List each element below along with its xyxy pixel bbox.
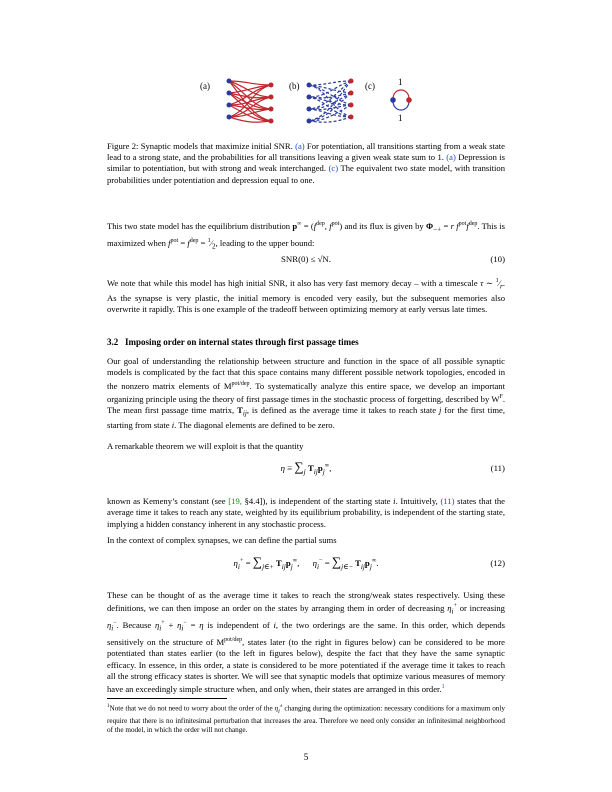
panel-label-c: (c) [365, 81, 375, 91]
paragraph-goal: Our goal of understanding the relationship between structure and function in the space of all possible synaptic models is complicated by the fact that this space contains many different possible network topologies, encoded in the nonzero matrix elements of $M^{pot/dep}$. To systematically analyze this entire space, we develop an important organizing principle using the theory of first passage times in the stochastic process of forgetting, described by $W^F$. The mean first passage time matrix, $T_{ij}$, is defined as the average time it takes to reach state j for the first time, starting from state i. The diagonal elements are defined to be zero. [107, 356, 505, 430]
caption-text-b: Depression is similar to potentiation, but with strong and weak interchanged. [107, 152, 505, 174]
panel-a-diagram [223, 75, 283, 131]
equation-11-number: (11) [490, 463, 505, 473]
equation-11 [107, 459, 505, 487]
page-number: 5 [303, 752, 309, 762]
panel-c-diagram [385, 75, 421, 131]
panel-b-diagram [303, 75, 363, 131]
figure-2 [195, 75, 425, 131]
caption-ref-a[interactable]: (a) [295, 141, 305, 151]
paragraph-equilibrium: This two state model has the equilibrium distribution $p^\infty = (f^{dep}$, $f^{pot}$) and its flux is given by $\Phi_{-+} = r$ $f^{pot}f^{dep}$. This is maximized when $f^{pot} = f^{dep}$ = $^1⁄_2$, leading to the upper bound: [107, 220, 505, 251]
equation-10-number: (10) [490, 254, 505, 264]
panel-c-label-bottom: 1 [398, 113, 403, 123]
paragraph-tradeoff: We note that while this model has high initial SNR, it also has very fast memory decay – with a timescale τ ∼ $^1⁄_r$. As the synapse is very plastic, the initial memory is encoded very easily, but the subsequent memories also overwrite it rapidly. This is one example of the tradeoff between optimizing memory at early versus late times. [107, 277, 505, 315]
panel-label-b: (b) [289, 81, 300, 91]
caption-lead: Figure 2: Synaptic models that maximize initial SNR. [107, 141, 293, 151]
equation-11-body: $\eta \equiv \sum_j$ $T_{ij}p_j^\infty$, [280, 459, 332, 476]
footnote-rule [107, 698, 227, 699]
paragraph-context: In the context of complex synapses, we can define the partial sums [107, 535, 337, 545]
caption-ref-c[interactable]: (c) [328, 163, 339, 174]
figure-caption [107, 141, 505, 186]
equation-ref-11[interactable]: (11) [440, 496, 455, 506]
footnote-marker[interactable]: 1 [441, 684, 445, 691]
equation-10-body: SNR(0) ≤ √N. [281, 254, 331, 264]
section-heading: 3.2 Imposing order on internal states through first passage times [107, 337, 359, 347]
panel-c-label-top: 1 [398, 77, 403, 87]
footnote: $^1$Note that we do not need to worry about the order of the $\eta_i^\pm$ changing during the optimization: necessary conditions for a maximum only require that there is no infinitesimal perturbation that increases the area. Therefore we need only consider an infinitesimal neighborhood of the model, in which the order will not change. [107, 704, 505, 735]
equation-12 [107, 554, 505, 582]
paragraph-kemeny: known as Kemeny’s constant (see [19, §4.4]), is independent of the starting state i. Intuitively, (11) states that the average time it takes to reach any state, weighted by its equilibrium probability, is independent of the starting state, implying a hidden constancy inherent in any stochastic process. [107, 496, 505, 529]
paragraph-order: These can be thought of as the average time it takes to reach the strong/weak states respectively. Using these definitions, we can then impose an order on the states by arranging them in order of decreasing $\eta_i^+$ or increasing $\eta_i^-$. Because $\eta_i^+ + \eta_i^- = \eta$ is independent of i, the two orderings are the same. In this order, which depends sensitively on the structure of $M^{pot/dep}$, states later (to the right in figures below) can be considered to be more potentiated than states earlier (to the left in figures below), despite the fact that they have the same synaptic efficacy. In essence, in this order, a state is considered to be more potentiated if the average time it takes to reach all the strong efficacy states is shorter. We will see that synaptic models that optimize various measures of memory have an exceedingly simple structure when, and only when, their states are arranged in this order.$^1$ [107, 590, 505, 694]
equation-12-number: (12) [490, 558, 505, 568]
panel-label-a: (a) [200, 81, 210, 91]
caption-ref-b[interactable]: (a) [446, 152, 456, 163]
caption-text-c: The equivalent two state model, with transition probabilities under potentiation and depression equal to one. [107, 163, 505, 185]
equation-12-body: $\eta_i^+ = \sum_{j\in+}$ $T_{ij}p_j^\infty$, $\eta_i^- = \sum_{j\in-}$ $T_{ij}p_j^\infty$. [233, 554, 379, 571]
paragraph-theorem: A remarkable theorem we will exploit is that the quantity [107, 441, 304, 451]
equation-10 [107, 254, 505, 268]
citation-19[interactable]: [19, [228, 496, 242, 506]
caption-text-a: For potentiation, all transitions starting from a weak state lead to a strong state, and the probabilities for all transitions leaving a given weak state sum to 1. [107, 141, 505, 163]
